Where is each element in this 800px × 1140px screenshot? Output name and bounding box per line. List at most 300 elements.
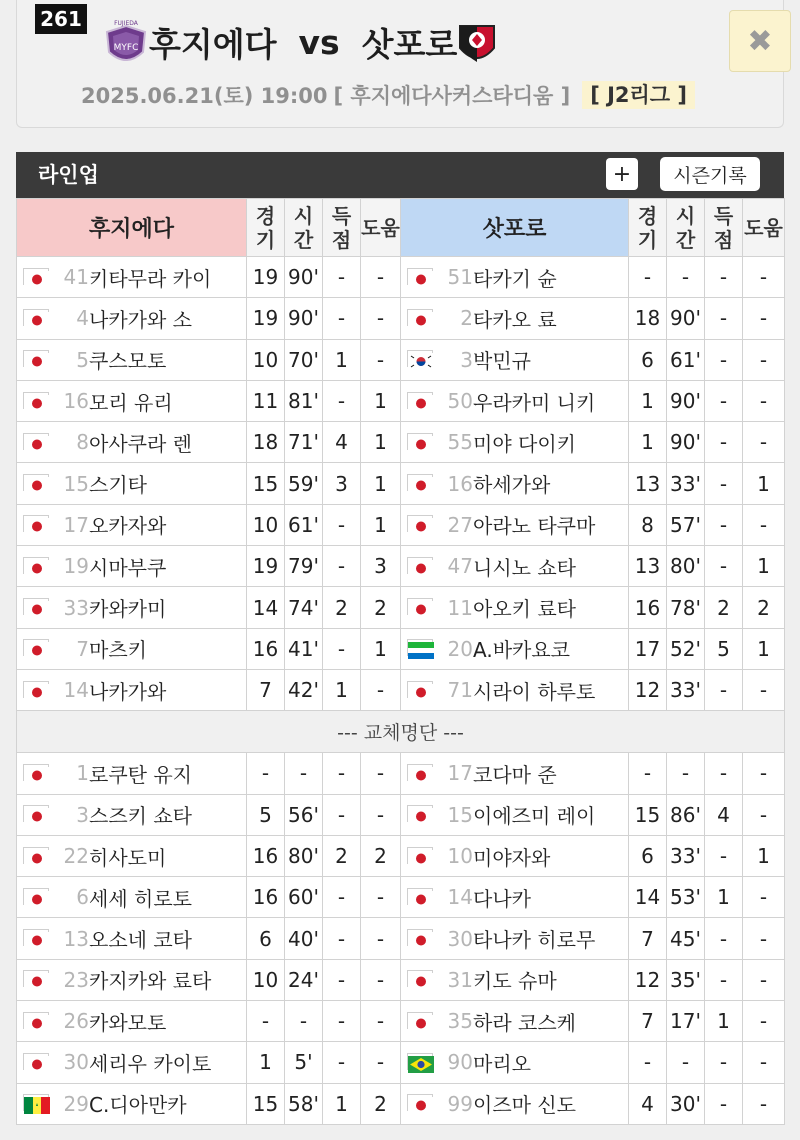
minutes-played: - — [285, 753, 323, 794]
player-name: 히사도미 — [89, 845, 167, 870]
player-cell[interactable] — [17, 298, 247, 339]
games-played: 16 — [247, 877, 285, 918]
games-played: 11 — [247, 380, 285, 421]
table-row — [17, 298, 785, 339]
player-cell[interactable] — [17, 669, 247, 710]
player-name: 키타무라 카이 — [89, 266, 212, 291]
assists: - — [743, 918, 785, 959]
table-row — [17, 380, 785, 421]
player-cell[interactable] — [17, 1001, 247, 1042]
games-played: 13 — [629, 463, 667, 504]
player-cell[interactable] — [401, 1001, 629, 1042]
goals: - — [323, 918, 361, 959]
japan-flag-icon — [23, 392, 49, 409]
player-cell[interactable] — [17, 1042, 247, 1083]
stat-header-assists: 도움 — [743, 199, 785, 257]
player-cell[interactable] — [17, 257, 247, 298]
assists: 3 — [361, 546, 401, 587]
player-name: 나카가와 — [89, 679, 167, 704]
player-number: 30 — [63, 1050, 89, 1075]
japan-flag-icon — [407, 1094, 433, 1111]
player-cell[interactable] — [17, 1083, 247, 1124]
goals: - — [705, 918, 743, 959]
match-header — [16, 0, 784, 128]
expand-button[interactable]: + — [606, 158, 638, 190]
vs-label: vs — [298, 22, 340, 62]
stat-header-goals: 득점 — [705, 199, 743, 257]
player-name: 아사쿠라 렌 — [89, 431, 192, 456]
goals: - — [705, 422, 743, 463]
goals: 1 — [705, 877, 743, 918]
player-number: 33 — [63, 595, 89, 620]
japan-flag-icon — [23, 1012, 49, 1029]
goals: - — [705, 339, 743, 380]
player-number: 14 — [63, 678, 89, 703]
assists: 1 — [361, 504, 401, 545]
assists: - — [743, 959, 785, 1000]
player-cell[interactable] — [401, 1083, 629, 1124]
games-played: 19 — [247, 546, 285, 587]
games-played: 18 — [629, 298, 667, 339]
player-name: 키도 슈마 — [473, 969, 557, 994]
player-cell[interactable] — [401, 339, 629, 380]
player-name: 하라 코스케 — [473, 1010, 576, 1035]
minutes-played: 86' — [667, 794, 705, 835]
assists: - — [743, 298, 785, 339]
table-row — [17, 422, 785, 463]
games-played: 1 — [247, 1042, 285, 1083]
minutes-played: 41' — [285, 628, 323, 669]
japan-flag-icon — [23, 764, 49, 781]
home-team-name: 후지에다 — [149, 24, 277, 64]
minutes-played: 71' — [285, 422, 323, 463]
japan-flag-icon — [23, 309, 49, 326]
minutes-played: 90' — [285, 298, 323, 339]
player-name: 스즈키 쇼타 — [89, 804, 192, 829]
japan-flag-icon — [23, 515, 49, 532]
player-number: 3 — [76, 802, 89, 827]
japan-flag-icon — [23, 681, 49, 698]
japan-flag-icon — [407, 681, 433, 698]
player-name: 시라이 하루토 — [473, 679, 596, 704]
assists: - — [361, 753, 401, 794]
assists: - — [743, 1083, 785, 1124]
minutes-played: 58' — [285, 1083, 323, 1124]
japan-flag-icon — [407, 764, 433, 781]
minutes-played: 33' — [667, 835, 705, 876]
minutes-played: 5' — [285, 1042, 323, 1083]
goals: - — [705, 257, 743, 298]
assists: - — [361, 918, 401, 959]
match-datetime: 2025.06.21(토) 19:00 — [81, 84, 328, 108]
match-info — [81, 80, 695, 110]
substitutes-separator-row — [17, 711, 785, 753]
table-row — [17, 1042, 785, 1083]
player-number: 8 — [76, 430, 89, 455]
games-played: 4 — [629, 1083, 667, 1124]
player-name: 세세 히로토 — [89, 886, 192, 911]
player-cell[interactable] — [401, 877, 629, 918]
assists: 1 — [743, 463, 785, 504]
games-played: 14 — [247, 587, 285, 628]
minutes-played: 33' — [667, 463, 705, 504]
games-played: 15 — [247, 463, 285, 504]
minutes-played: 56' — [285, 794, 323, 835]
games-played: - — [247, 753, 285, 794]
minutes-played: 40' — [285, 918, 323, 959]
goals: - — [323, 504, 361, 545]
home-team-crest-icon — [103, 18, 149, 68]
japan-flag-icon — [407, 805, 433, 822]
close-button[interactable] — [729, 10, 791, 72]
lineup-title: 라인업 — [38, 163, 99, 187]
senegal-flag-icon — [23, 1094, 49, 1111]
table-row — [17, 835, 785, 876]
player-name: 아라노 타쿠마 — [473, 514, 596, 539]
player-cell[interactable] — [401, 463, 629, 504]
player-cell[interactable] — [401, 380, 629, 421]
stat-header-assists: 도움 — [361, 199, 401, 257]
games-played: 8 — [629, 504, 667, 545]
games-played: 13 — [629, 546, 667, 587]
minutes-played: - — [667, 753, 705, 794]
table-row — [17, 339, 785, 380]
player-name: 시마부쿠 — [89, 555, 167, 580]
table-row — [17, 463, 785, 504]
player-name: 스기타 — [89, 473, 147, 498]
minutes-played: 80' — [667, 546, 705, 587]
lineup-table — [16, 198, 785, 1125]
table-row — [17, 753, 785, 794]
sierra-leone-flag-icon — [407, 639, 433, 656]
player-name: 다나카 — [473, 886, 531, 911]
player-number: 3 — [460, 347, 473, 372]
goals: - — [323, 877, 361, 918]
games-played: 6 — [247, 918, 285, 959]
japan-flag-icon — [407, 392, 433, 409]
goals: - — [323, 753, 361, 794]
substitutes-label: --- 교체명단 --- — [17, 711, 785, 753]
player-name: 미야자와 — [473, 845, 551, 870]
games-played: 18 — [247, 422, 285, 463]
season-record-button[interactable]: 시즌기록 — [660, 157, 760, 191]
player-cell[interactable] — [401, 628, 629, 669]
table-row — [17, 794, 785, 835]
home-team-header: 후지에다 — [17, 199, 247, 257]
games-played: 10 — [247, 504, 285, 545]
assists: - — [743, 504, 785, 545]
japan-flag-icon — [23, 929, 49, 946]
goals: 2 — [705, 587, 743, 628]
games-played: 10 — [247, 959, 285, 1000]
goals: - — [705, 380, 743, 421]
player-name: 타나카 히로무 — [473, 928, 596, 953]
goals: - — [323, 959, 361, 1000]
player-cell[interactable] — [17, 918, 247, 959]
table-row — [17, 877, 785, 918]
games-played: - — [629, 1042, 667, 1083]
table-row — [17, 1083, 785, 1124]
games-played: 10 — [247, 339, 285, 380]
japan-flag-icon — [407, 929, 433, 946]
minutes-played: 90' — [285, 257, 323, 298]
assists: - — [743, 257, 785, 298]
minutes-played: 90' — [667, 298, 705, 339]
minutes-played: 90' — [667, 380, 705, 421]
goals: 1 — [323, 669, 361, 710]
goals: - — [323, 257, 361, 298]
player-number: 90 — [447, 1050, 473, 1075]
table-row — [17, 546, 785, 587]
games-played: 15 — [247, 1083, 285, 1124]
player-name: 모리 유리 — [89, 390, 173, 415]
japan-flag-icon — [407, 515, 433, 532]
assists: - — [743, 380, 785, 421]
goals: - — [705, 298, 743, 339]
assists: 1 — [743, 835, 785, 876]
japan-flag-icon — [23, 847, 49, 864]
korea-flag-icon — [407, 350, 433, 367]
player-cell[interactable] — [17, 628, 247, 669]
player-name: 이에즈미 레이 — [473, 804, 596, 829]
player-number: 5 — [76, 347, 89, 372]
minutes-played: 70' — [285, 339, 323, 380]
games-played: 6 — [629, 339, 667, 380]
minutes-played: 52' — [667, 628, 705, 669]
player-cell[interactable] — [401, 587, 629, 628]
player-cell[interactable] — [17, 422, 247, 463]
player-name: 마츠키 — [89, 638, 147, 663]
player-cell[interactable] — [401, 669, 629, 710]
match-number: 261 — [35, 4, 87, 34]
player-name: 쿠스모토 — [89, 349, 167, 374]
assists: - — [743, 1001, 785, 1042]
player-number: 13 — [63, 926, 89, 951]
goals: 4 — [705, 794, 743, 835]
player-name: 이즈마 신도 — [473, 1093, 576, 1118]
goals: 2 — [323, 587, 361, 628]
player-number: 47 — [447, 554, 473, 579]
player-number: 26 — [63, 1009, 89, 1034]
assists: - — [361, 877, 401, 918]
stat-header-minutes: 시간 — [285, 199, 323, 257]
player-cell[interactable] — [401, 753, 629, 794]
games-played: 16 — [247, 835, 285, 876]
player-name: C.디아만카 — [89, 1093, 187, 1118]
minutes-played: 79' — [285, 546, 323, 587]
table-row — [17, 669, 785, 710]
goals: - — [323, 1042, 361, 1083]
svg-text:MYFC: MYFC — [113, 43, 139, 53]
games-played: 7 — [247, 669, 285, 710]
assists: - — [743, 794, 785, 835]
assists: - — [743, 422, 785, 463]
japan-flag-icon — [23, 433, 49, 450]
stat-header-games: 경기 — [247, 199, 285, 257]
games-played: - — [629, 753, 667, 794]
player-number: 7 — [76, 636, 89, 661]
player-cell[interactable] — [401, 504, 629, 545]
player-cell[interactable] — [401, 257, 629, 298]
player-number: 41 — [63, 265, 89, 290]
player-number: 10 — [447, 844, 473, 868]
player-cell[interactable] — [17, 753, 247, 794]
minutes-played: 17' — [667, 1001, 705, 1042]
player-cell[interactable] — [401, 959, 629, 1000]
minutes-played: 60' — [285, 877, 323, 918]
player-cell[interactable] — [401, 422, 629, 463]
assists: 1 — [361, 380, 401, 421]
minutes-played: 24' — [285, 959, 323, 1000]
minutes-played: 35' — [667, 959, 705, 1000]
games-played: - — [629, 257, 667, 298]
goals: - — [705, 835, 743, 876]
japan-flag-icon — [407, 598, 433, 615]
minutes-played: 61' — [667, 339, 705, 380]
minutes-played: 61' — [285, 504, 323, 545]
player-number: 19 — [63, 554, 89, 579]
close-icon: ✖ — [747, 23, 773, 59]
player-name: 카와모토 — [89, 1010, 167, 1035]
player-cell[interactable] — [17, 835, 247, 876]
player-number: 20 — [447, 636, 473, 661]
goals: - — [705, 669, 743, 710]
player-cell[interactable] — [17, 959, 247, 1000]
player-cell[interactable] — [17, 794, 247, 835]
player-number: 16 — [63, 389, 89, 414]
player-cell[interactable] — [401, 298, 629, 339]
player-name: 나카가와 소 — [89, 307, 192, 332]
japan-flag-icon — [23, 474, 49, 491]
player-name: 니시노 쇼타 — [473, 555, 576, 580]
goals: 4 — [323, 422, 361, 463]
assists: 1 — [361, 463, 401, 504]
assists: - — [743, 339, 785, 380]
minutes-played: 90' — [667, 422, 705, 463]
table-row — [17, 1001, 785, 1042]
player-name: 미야 다이키 — [473, 431, 576, 456]
player-number: 14 — [447, 885, 473, 910]
japan-flag-icon — [23, 639, 49, 656]
player-name: A.바카요코 — [473, 638, 570, 663]
svg-text:FUJIEDA: FUJIEDA — [114, 20, 138, 27]
assists: - — [743, 753, 785, 794]
player-cell[interactable] — [17, 877, 247, 918]
minutes-played: 80' — [285, 835, 323, 876]
assists: 1 — [743, 628, 785, 669]
minutes-played: - — [667, 257, 705, 298]
player-cell[interactable] — [17, 339, 247, 380]
player-number: 30 — [447, 926, 473, 951]
player-cell[interactable] — [17, 504, 247, 545]
player-number: 51 — [447, 265, 473, 290]
minutes-played: 57' — [667, 504, 705, 545]
goals: - — [323, 298, 361, 339]
minutes-played: 42' — [285, 669, 323, 710]
player-cell[interactable] — [401, 1042, 629, 1083]
games-played: 16 — [629, 587, 667, 628]
japan-flag-icon — [23, 805, 49, 822]
games-played: 12 — [629, 669, 667, 710]
goals: 5 — [705, 628, 743, 669]
japan-flag-icon — [23, 598, 49, 615]
games-played: 5 — [247, 794, 285, 835]
assists: - — [361, 1001, 401, 1042]
japan-flag-icon — [23, 350, 49, 367]
away-team-header: 삿포로 — [401, 199, 629, 257]
player-cell[interactable] — [17, 587, 247, 628]
assists: - — [361, 298, 401, 339]
table-row — [17, 504, 785, 545]
minutes-played: 53' — [667, 877, 705, 918]
player-number: 4 — [76, 306, 89, 331]
player-name: 박민규 — [473, 349, 531, 374]
player-number: 31 — [447, 967, 473, 992]
table-header-row — [17, 199, 785, 257]
player-number: 17 — [447, 761, 473, 786]
japan-flag-icon — [407, 309, 433, 326]
player-cell[interactable] — [401, 918, 629, 959]
player-cell[interactable] — [401, 794, 629, 835]
japan-flag-icon — [23, 557, 49, 574]
player-cell[interactable] — [17, 463, 247, 504]
assists: - — [743, 1042, 785, 1083]
player-number: 27 — [447, 512, 473, 537]
player-number: 99 — [447, 1091, 473, 1116]
goals: 2 — [323, 835, 361, 876]
japan-flag-icon — [407, 1012, 433, 1029]
japan-flag-icon — [407, 847, 433, 864]
player-name: 우라카미 니키 — [473, 390, 596, 415]
stat-header-games: 경기 — [629, 199, 667, 257]
games-played: 15 — [629, 794, 667, 835]
league-badge[interactable]: [ J2리그 ] — [582, 81, 695, 109]
japan-flag-icon — [407, 557, 433, 574]
player-cell[interactable] — [17, 546, 247, 587]
player-cell[interactable] — [17, 380, 247, 421]
player-number: 15 — [63, 471, 89, 496]
away-team-crest-icon — [457, 18, 497, 68]
japan-flag-icon — [23, 970, 49, 987]
games-played: 7 — [629, 1001, 667, 1042]
player-name: 아오키 료타 — [473, 597, 576, 622]
japan-flag-icon — [23, 888, 49, 905]
goals: - — [323, 546, 361, 587]
player-number: 16 — [447, 471, 473, 496]
table-row — [17, 628, 785, 669]
goals: - — [705, 1042, 743, 1083]
games-played: 12 — [629, 959, 667, 1000]
games-played: 17 — [629, 628, 667, 669]
brazil-flag-icon — [407, 1053, 433, 1070]
assists: 2 — [361, 587, 401, 628]
player-number: 2 — [460, 306, 473, 331]
player-cell[interactable] — [401, 546, 629, 587]
player-number: 22 — [63, 844, 89, 868]
games-played: 1 — [629, 380, 667, 421]
goals: - — [705, 504, 743, 545]
player-name: 타카기 슌 — [473, 266, 557, 291]
assists: - — [361, 959, 401, 1000]
japan-flag-icon — [407, 474, 433, 491]
japan-flag-icon — [407, 888, 433, 905]
assists: 2 — [743, 587, 785, 628]
goals: - — [323, 794, 361, 835]
player-number: 6 — [76, 885, 89, 910]
lineup-bar — [16, 152, 784, 198]
player-cell[interactable] — [401, 835, 629, 876]
assists: - — [743, 877, 785, 918]
